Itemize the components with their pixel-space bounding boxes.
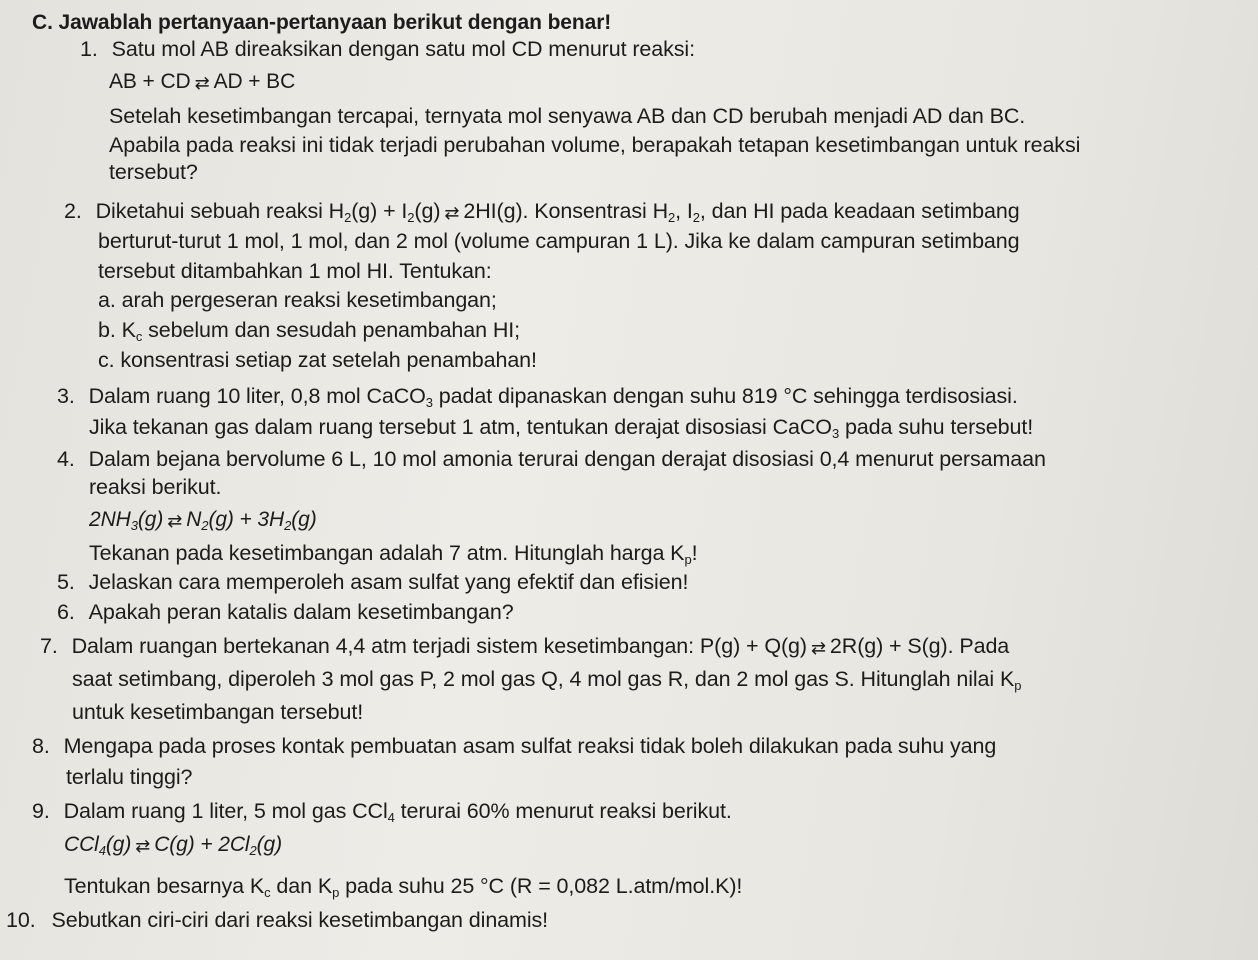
q6-text: Apakah peran katalis dalam kesetimbangan? (88, 600, 514, 624)
subscript: 2 (407, 210, 415, 225)
equilibrium-arrow-icon: ⇄ (135, 836, 151, 856)
q3-text-1a: Dalam ruang 10 liter, 0,8 mol CaCO (88, 384, 426, 408)
q1-eq-right: AD + BC (213, 70, 296, 93)
q5-text: Jelaskan cara memperoleh asam sulfat yang efektif dan efisien! (88, 570, 689, 594)
q9-text-1a: Dalam ruang 1 liter, 5 mol gas CCl (63, 799, 388, 823)
q9-text-3c: pada suhu 25 °C (R = 0,082 L.atm/mol.K)! (339, 874, 743, 898)
q2-option-c: c. konsentrasi setiap zat setelah penambahan! (98, 348, 537, 372)
q4-eq-d: (g) + 3H (208, 508, 285, 531)
subscript: 2 (284, 518, 292, 533)
q7-text-3: untuk kesetimbangan tersebut! (72, 700, 364, 724)
q6-number: 6. (57, 600, 75, 624)
q4-eq-a: 2NH (89, 508, 131, 531)
q3-line-2 (89, 412, 1033, 442)
q7-line-1 (40, 631, 1009, 662)
q10-line (6, 905, 548, 935)
subscript: 2 (692, 210, 700, 225)
q9-eq-b: (g) (105, 833, 132, 856)
q2-text-1b: (g) + I (351, 199, 408, 223)
q3-text-1b: padat dipanaskan dengan suhu 819 °C sehingga terdisosiasi. (432, 384, 1018, 408)
subscript: c (264, 885, 271, 900)
q5-number: 5. (57, 570, 75, 594)
q4-line-4 (89, 538, 697, 568)
equilibrium-arrow-icon: ⇄ (194, 73, 210, 93)
q8-line-1 (32, 731, 996, 761)
subscript: 3 (425, 395, 433, 410)
equilibrium-arrow-icon: ⇄ (810, 638, 826, 658)
q4-line-1 (57, 444, 1046, 474)
q7-line-2 (72, 664, 1021, 694)
q1-line-1 (80, 34, 695, 64)
q1-text-3: Setelah kesetimbangan tercapai, ternyata mol senyawa AB dan CD berubah menjadi AD dan BC. (109, 104, 1026, 128)
q2-line-1 (64, 196, 1020, 227)
q9-line-1 (32, 796, 732, 826)
q2-text-1c: (g) (414, 199, 441, 223)
q9-eq-a: CCl (64, 833, 99, 856)
subscript: 4 (387, 810, 395, 825)
q2-text-3: tersebut ditambahkan 1 mol HI. Tentukan: (98, 259, 492, 283)
q1-text-5: tersebut? (109, 160, 198, 184)
q3-text-2a: Jika tekanan gas dalam ruang tersebut 1 atm, tentukan derajat disosiasi CaCO (89, 415, 832, 439)
q8-text-2: terlalu tinggi? (66, 765, 193, 789)
q2-option-b-post: sebelum dan sesudah penambahan HI; (142, 318, 521, 342)
q2-option-b-pre: b. K (98, 318, 136, 342)
q9-equation (64, 830, 282, 860)
subscript: 2 (201, 518, 209, 533)
q9-eq-d: (g) (256, 833, 282, 856)
q1-number: 1. (80, 37, 98, 61)
q9-line-3 (64, 871, 742, 901)
q2-text-1d: 2HI(g). Konsentrasi H (463, 199, 669, 223)
subscript: 4 (98, 843, 106, 858)
q1-text-4: Apabila pada reaksi ini tidak terjadi perubahan volume, berapakah tetapan kesetimbangan untuk reaksi (109, 133, 1081, 157)
q2-text-1a: Diketahui sebuah reaksi H (95, 199, 345, 223)
section-heading: C. Jawablah pertanyaan-pertanyaan berikut dengan benar! (32, 11, 612, 34)
q3-text-2b: pada suhu tersebut! (839, 415, 1034, 439)
q3-line-1 (57, 381, 1018, 411)
q4-number: 4. (57, 447, 75, 471)
q1-text-1: Satu mol AB direaksikan dengan satu mol CD menurut reaksi: (111, 37, 695, 61)
q9-text-3a: Tentukan besarnya K (64, 874, 265, 898)
q9-eq-c: C(g) + 2Cl (154, 833, 250, 856)
q1-equation (109, 67, 295, 97)
q5-line (57, 567, 688, 597)
q4-text-4b: ! (691, 541, 698, 565)
q2-option-b (98, 315, 520, 345)
q9-number: 9. (32, 799, 50, 823)
q2-text-2: berturut-turut 1 mol, 1 mol, dan 2 mol (volume campuran 1 L). Jika ke dalam campuran setimbang (98, 229, 1020, 253)
q7-text-1a: Dalam ruangan bertekanan 4,4 atm terjadi sistem kesetimbangan: P(g) + Q(g) (71, 634, 807, 658)
q10-number: 10. (6, 908, 36, 932)
q2-number: 2. (64, 199, 82, 223)
equilibrium-arrow-icon: ⇄ (167, 511, 183, 531)
subscript: p (684, 552, 692, 567)
q4-eq-c: N (186, 508, 202, 531)
q4-text-1: Dalam bejana bervolume 6 L, 10 mol amonia terurai dengan derajat disosiasi 0,4 menurut persamaan (88, 447, 1046, 471)
q8-text-1: Mengapa pada proses kontak pembuatan asam sulfat reaksi tidak boleh dilakukan pada suhu yang (63, 734, 997, 758)
q4-text-4a: Tekanan pada kesetimbangan adalah 7 atm. Hitunglah harga K (89, 541, 685, 565)
q4-text-2: reaksi berikut. (89, 475, 222, 499)
q1-eq-left: AB + CD (109, 70, 191, 93)
subscript: p (1014, 678, 1022, 693)
q2-text-1e: , I (675, 199, 693, 223)
subscript: c (135, 329, 143, 344)
q7-number: 7. (40, 634, 58, 658)
subscript: p (332, 885, 340, 900)
q3-number: 3. (57, 384, 75, 408)
subscript: 2 (249, 843, 257, 858)
q6-line (57, 597, 514, 627)
subscript: 2 (344, 210, 352, 225)
equilibrium-arrow-icon: ⇄ (444, 203, 460, 223)
q8-number: 8. (32, 734, 50, 758)
q9-text-3b: dan K (270, 874, 333, 898)
q9-text-1b: terurai 60% menurut reaksi berikut. (394, 799, 732, 823)
q2-text-1f: , dan HI pada keadaan setimbang (699, 199, 1020, 223)
subscript: 2 (668, 210, 676, 225)
q10-text: Sebutkan ciri-ciri dari reaksi kesetimbangan dinamis! (51, 908, 549, 932)
q7-text-1b: 2R(g) + S(g). Pada (829, 634, 1010, 658)
subscript: 3 (130, 518, 138, 533)
q4-eq-e: (g) (291, 508, 317, 531)
q2-option-a: a. arah pergeseran reaksi kesetimbangan; (98, 288, 497, 312)
q4-equation (89, 505, 317, 535)
q4-eq-b: (g) (137, 508, 164, 531)
subscript: 3 (831, 426, 840, 441)
q7-text-2a: saat setimbang, diperoleh 3 mol gas P, 2 mol gas Q, 4 mol gas R, dan 2 mol gas S. Hitunglah nilai K (72, 667, 1015, 691)
